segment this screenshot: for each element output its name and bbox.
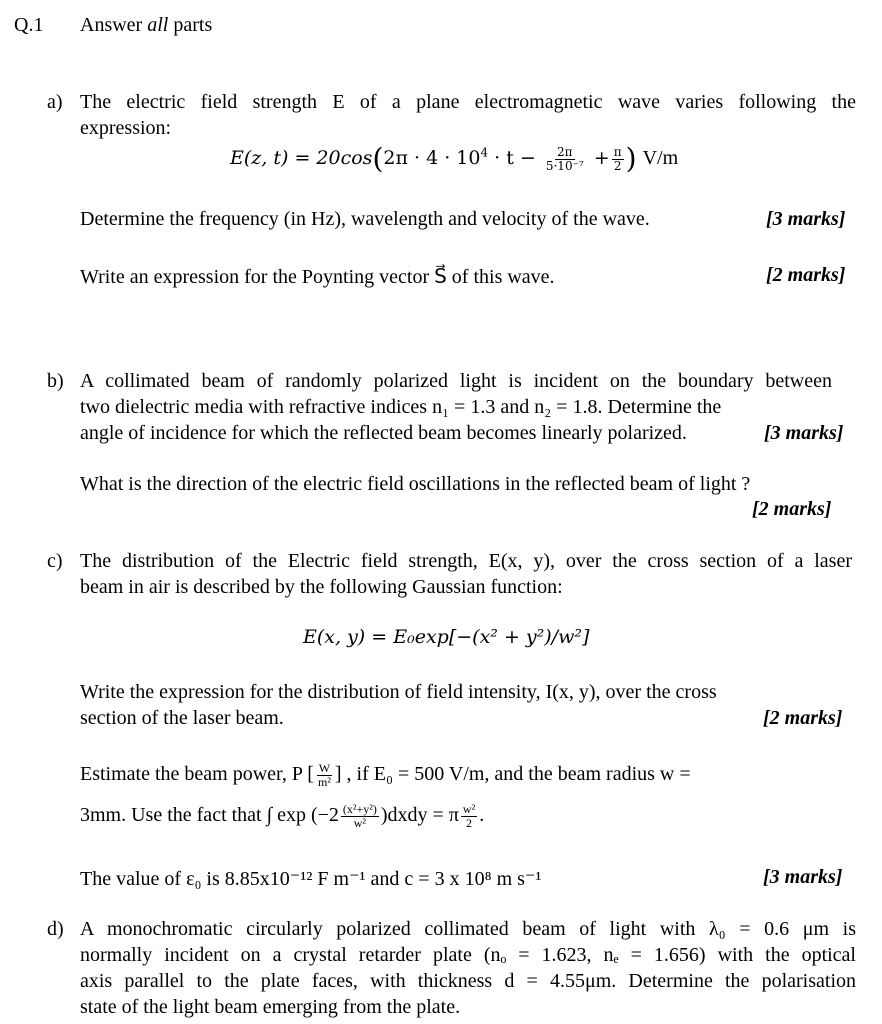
part-b-label: b) [47,370,64,392]
c5-post: ] , if E₀ = 500 V/m, and the beam radius w = [334,763,691,786]
part-b-line-4: What is the direction of the electric field oscillations in the reflected beam of light ? [80,473,751,495]
part-c-line-5 [80,762,691,789]
c5-fraction [316,762,333,789]
part-b-line-1: A collimated beam of randomly polarized light is incident on the boundary between [80,370,832,392]
eq-a-close-paren: ) [625,142,637,175]
c6-end: . [479,804,485,827]
part-c-line-7: The value of ε₀ is 8.85x10⁻¹² F m⁻¹ and c = 3 x 10⁸ m s⁻¹ [80,868,542,890]
c6-fraction-2 [461,803,477,830]
eq-a-pi-fraction [612,146,624,173]
eq-a-mid: 2π · 4 · 10 [383,147,481,169]
eq-c-text: E(x, y) = E₀exp[−(x² + y²)/w²] [303,626,590,648]
part-d-line-2: normally incident on a crystal retarder plate (nₒ = 1.623, nₑ = 1.656) with the optical [80,944,856,966]
part-d-line-4: state of the light beam emerging from the plate. [80,996,461,1018]
c6-frac-den: w² [353,816,367,830]
part-c-line-6 [80,803,484,830]
instruction [80,14,212,37]
c5-pre: Estimate the beam power, P [ [80,763,314,786]
part-b-line-2: two dielectric media with refractive indices n₁ = 1.3 and n₂ = 1.8. Determine the [80,396,722,418]
c6-frac2-num: w² [462,802,476,816]
part-c-line-4: section of the laser beam. [80,707,284,729]
part-a-line-2: expression: [80,117,172,139]
eq-a-exp: 4 [480,145,489,160]
part-d-line-3: axis parallel to the plate faces, with thickness d = 4.55μm. Determine the polarisation [80,970,856,992]
part-c-line-3: Write the expression for the distribution of field intensity, I(x, y), over the cross [80,681,717,703]
part-a-marks-1: [3 marks] [766,208,846,230]
instruction-pre: Answer [80,14,148,36]
part-a-question-1: Determine the frequency (in Hz), wavelength and velocity of the wave. [80,208,650,230]
c6-fraction [341,803,379,830]
eq-a-pi-num: π [613,144,622,159]
c5-frac-den: m² [317,775,331,789]
c5-frac-num: W [318,761,331,775]
eq-a-t: · t − [488,147,536,169]
eq-a-lhs: E(z, t) = 20cos [230,147,373,169]
eq-a-frac-den: 5·10⁻⁷ [545,158,584,173]
part-a-marks-2: [2 marks] [766,264,846,286]
part-c-marks-2: [3 marks] [763,866,843,888]
eq-a-unit: V/m [642,147,679,169]
c6-frac2-den: 2 [466,816,473,830]
part-c-line-1: The distribution of the Electric field strength, E(x, y), over the cross section of a laser [80,550,852,572]
part-c-line-2: beam in air is described by the following Gaussian function: [80,576,563,598]
part-a-question-2: Write an expression for the Poynting vector S⃗ of this wave. [80,266,555,288]
instruction-emphasis: all [147,14,169,36]
part-c-label: c) [47,550,63,572]
part-d-label: d) [47,918,64,940]
part-a-line-1: The electric field strength E of a plane electromagnetic wave varies following the [80,91,856,113]
eq-a-pi-den: 2 [613,158,622,173]
part-a-equation [230,142,678,175]
eq-a-plus: + [593,147,610,169]
part-c-marks-1: [2 marks] [763,707,843,729]
part-d-line-1: A monochromatic circularly polarized collimated beam of light with λ₀ = 0.6 μm is [80,918,856,940]
eq-a-fraction [544,146,586,173]
part-b-line-3: angle of incidence for which the reflected beam becomes linearly polarized. [80,422,687,444]
instruction-post: parts [168,14,213,36]
c6-pre: 3mm. Use the fact that ∫ exp (−2 [80,804,339,827]
eq-a-open-paren: ( [372,142,384,175]
c6-frac-num: (x²+y²) [342,802,377,816]
part-b-marks-1: [3 marks] [764,422,844,444]
part-c-equation [303,626,589,648]
c6-mid: )dxdy = π [380,804,459,827]
part-b-marks-2: [2 marks] [752,498,832,520]
question-number: Q.1 [14,14,44,36]
part-a-label: a) [47,91,63,113]
eq-a-frac-num: 2π [557,144,573,159]
